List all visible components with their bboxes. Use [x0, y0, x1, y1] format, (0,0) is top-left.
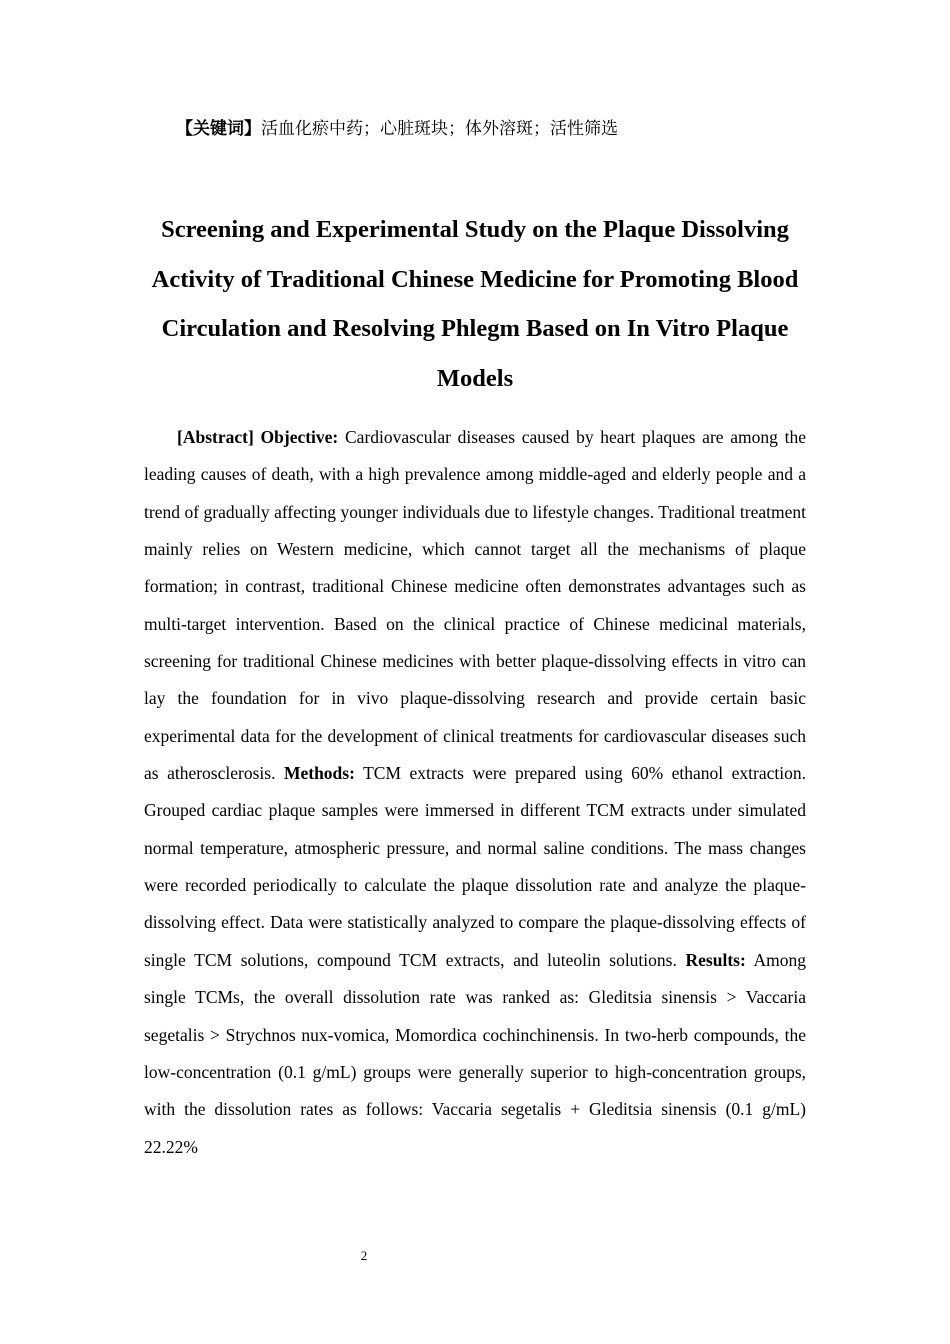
methods-label: Methods: — [283, 763, 355, 784]
keywords-line — [176, 117, 618, 141]
methods-text: TCM extracts were prepared using 60% ethanol extraction. Grouped cardiac plaque samples were immersed in different TCM extracts under simulated normal temperature, atmospheric pressure, and normal saline conditions. The mass changes were recorded periodically to calculate the plaque dissolution rate and analyze the plaque-dissolving effect. Data were statistically analyzed to compare the plaque-dissolving effects of single TCM solutions, compound TCM extracts, and luteolin solutions. — [144, 763, 806, 970]
objective-label: Objective: — [260, 427, 339, 447]
keywords-text: 活血化瘀中药；心脏斑块；体外溶斑；活性筛选 — [261, 119, 618, 138]
results-label: Results: — [685, 949, 746, 970]
keywords-label: 【关键词】 — [176, 119, 261, 138]
paper-title: Screening and Experimental Study on the Plaque Dissolving Activity of Traditional Chinese Medicine for Promoting Blood Circulation and Resolving Phlegm Based on In Vitro Plaque Models — [151, 216, 799, 393]
abstract-label: [Abstract] — [177, 427, 254, 447]
results-text: Among single TCMs, the overall dissolution rate was ranked as: Gleditsia sinensis > Vaccaria segetalis > Strychnos nux-vomica, Momordica cochinchinensis. In two-herb compounds, the low-concentration (0.1 g/mL) groups were generally superior to high-concentration groups, with the dissolution rates as follows: Vaccaria segetalis + Gleditsia sinensis (0.1 g/mL) 22.22% — [144, 949, 806, 1157]
abstract-paragraph — [144, 419, 806, 1166]
page-number: 2 — [360, 1248, 368, 1263]
objective-text: Cardiovascular diseases caused by heart plaques are among the leading causes of death, with a high prevalence among middle-aged and elderly people and a trend of gradually affecting younger individuals due to lifestyle changes. Traditional treatment mainly relies on Western medicine, which cannot target all the mechanisms of plaque formation; in contrast, traditional Chinese medicine often demonstrates advantages such as multi-target intervention. Based on the clinical practice of Chinese medicinal materials, screening for traditional Chinese medicines with better plaque-dissolving effects in vitro can lay the foundation for in vivo plaque-dissolving research and provide certain basic experimental data for the development of clinical treatments for cardiovascular diseases such as atherosclerosis. — [144, 427, 807, 784]
